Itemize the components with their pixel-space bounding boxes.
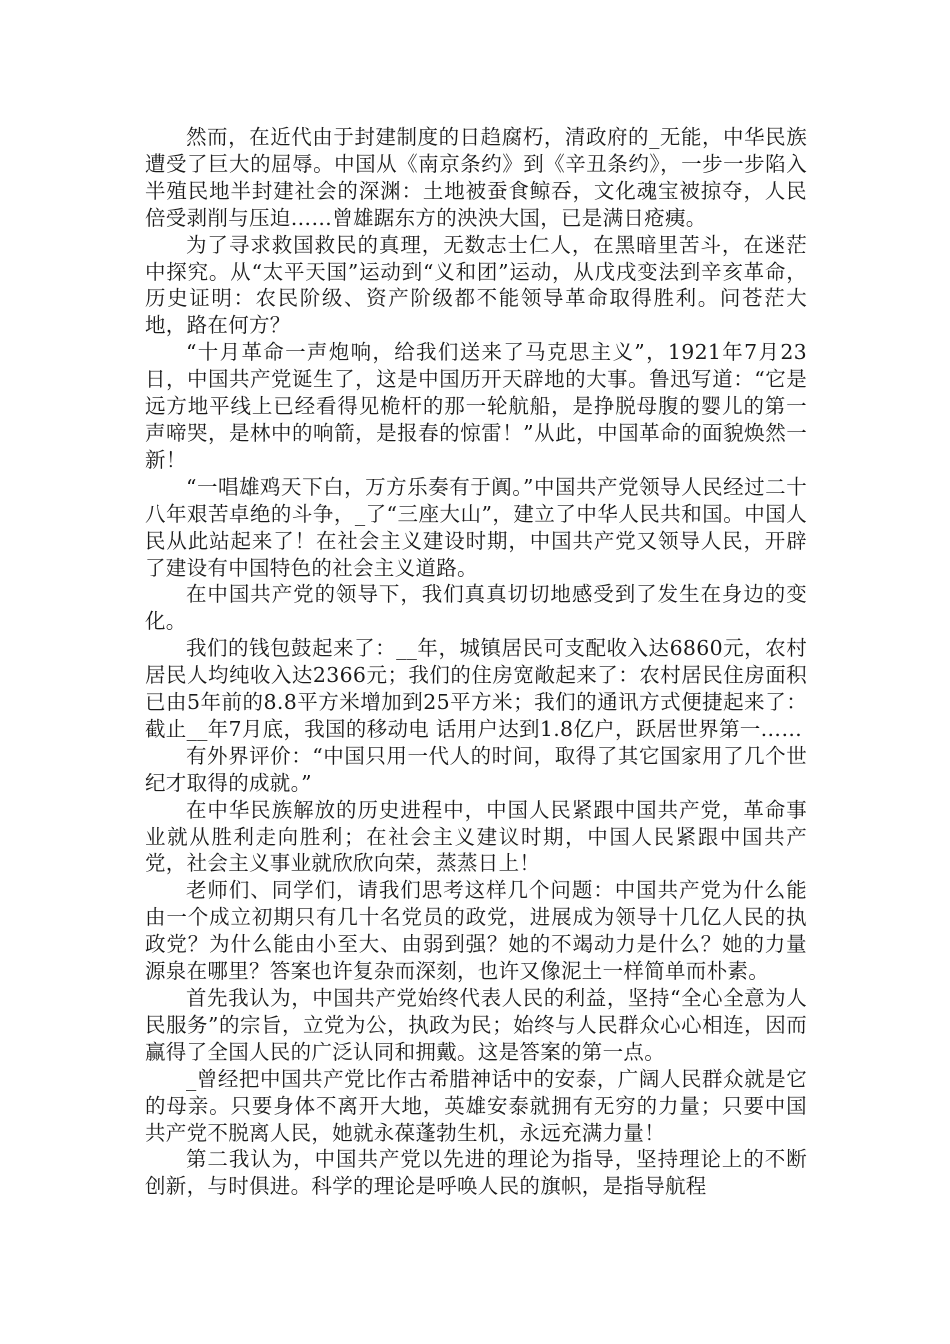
paragraph-11: _曾经把中国共产党比作古希腊神话中的安泰，广阔人民群众就是它的母亲。只要身体不离开大地，英雄安泰就拥有无穷的力量；只要中国共产党不脱离人民，她就永葆蓬勃生机，永远充满力量！ [145,1066,807,1145]
paragraph-5: 在中国共产党的领导下，我们真真切切地感受到了发生在身边的变化。 [145,582,807,634]
paragraph-6: 我们的钱包鼓起来了：__年，城镇居民可支配收入达6860元，农村居民人均纯收入达2366元；我们的住房宽敞起来了：农村居民住房面积已由5年前的8.8平方米增加到25平方米；我们的通讯方式便捷起来了：截止__年7月底，我国的移动电 话用户达到1.8亿户，跃居世界第一…… [145,636,807,741]
paragraph-9: 老师们、同学们，请我们思考这样几个问题：中国共产党为什么能由一个成立初期只有几十名党员的政党，进展成为领导十几亿人民的执政党？为什么能由小至大、由弱到强？她的不竭动力是什么？她的力量源泉在哪里？答案也许复杂而深刻，也许又像泥土一样简单而朴素。 [145,878,807,984]
paragraph-1: 然而，在近代由于封建制度的日趋腐朽，清政府的_无能，中华民族遭受了巨大的屈辱。中国从《南京条约》到《辛丑条约》，一步一步陷入半殖民地半封建社会的深渊：土地被蚕食鲸吞，文化魂宝被掠夺，人民倍受剥削与压迫……曾雄踞东方的泱泱大国，已是满日疮痍。 [145,125,807,230]
paragraph-7: 有外界评价：“中国只用一代人的时间，取得了其它国家用了几个世纪才取得的成就。” [145,743,807,795]
document-page [145,124,807,1200]
paragraph-10: 首先我认为，中国共产党始终代表人民的利益，坚持“全心全意为人民服务”的宗旨，立党为公，执政为民；始终与人民群众心心相连，因而赢得了全国人民的广泛认同和拥戴。这是答案的第一点。 [145,986,807,1064]
paragraph-4: “一唱雄鸡天下白，万方乐奏有于阗。”中国共产党领导人民经过二十八年艰苦卓绝的斗争，_了“三座大山”，建立了中华人民共和国。中国人民从此站起来了！在社会主义建设时期，中国共产党又领导人民，开辟了建设有中国特色的社会主义道路。 [145,474,807,580]
paragraph-12: 第二我认为，中国共产党以先进的理论为指导，坚持理论上的不断创新，与时俱进。科学的理论是呼唤人民的旗帜，是指导航程 [145,1147,807,1199]
paragraph-2: 为了寻求救国救民的真理，无数志士仁人，在黑暗里苦斗，在迷茫中探究。从“太平天国”运动到“义和团”运动，从戊戌变法到辛亥革命，历史证明：农民阶级、资产阶级都不能领导革命取得胜利。问苍茫大地，路在何方？ [145,232,807,338]
paragraph-3: “十月革命一声炮响，给我们送来了马克思主义”，1921年7月23日，中国共产党诞生了，这是中国历开天辟地的大事。鲁迅写道：“它是远方地平线上已经看得见桅杆的那一轮航船，是挣脱母腹的婴儿的第一声啼哭，是林中的响箭，是报春的惊雷！”从此，中国革命的面貌焕然一新！ [145,340,807,472]
paragraph-8: 在中华民族解放的历史进程中，中国人民紧跟中国共产党，革命事业就从胜利走向胜利；在社会主义建议时期，中国人民紧跟中国共产党，社会主义事业就欣欣向荣，蒸蒸日上！ [145,797,807,876]
